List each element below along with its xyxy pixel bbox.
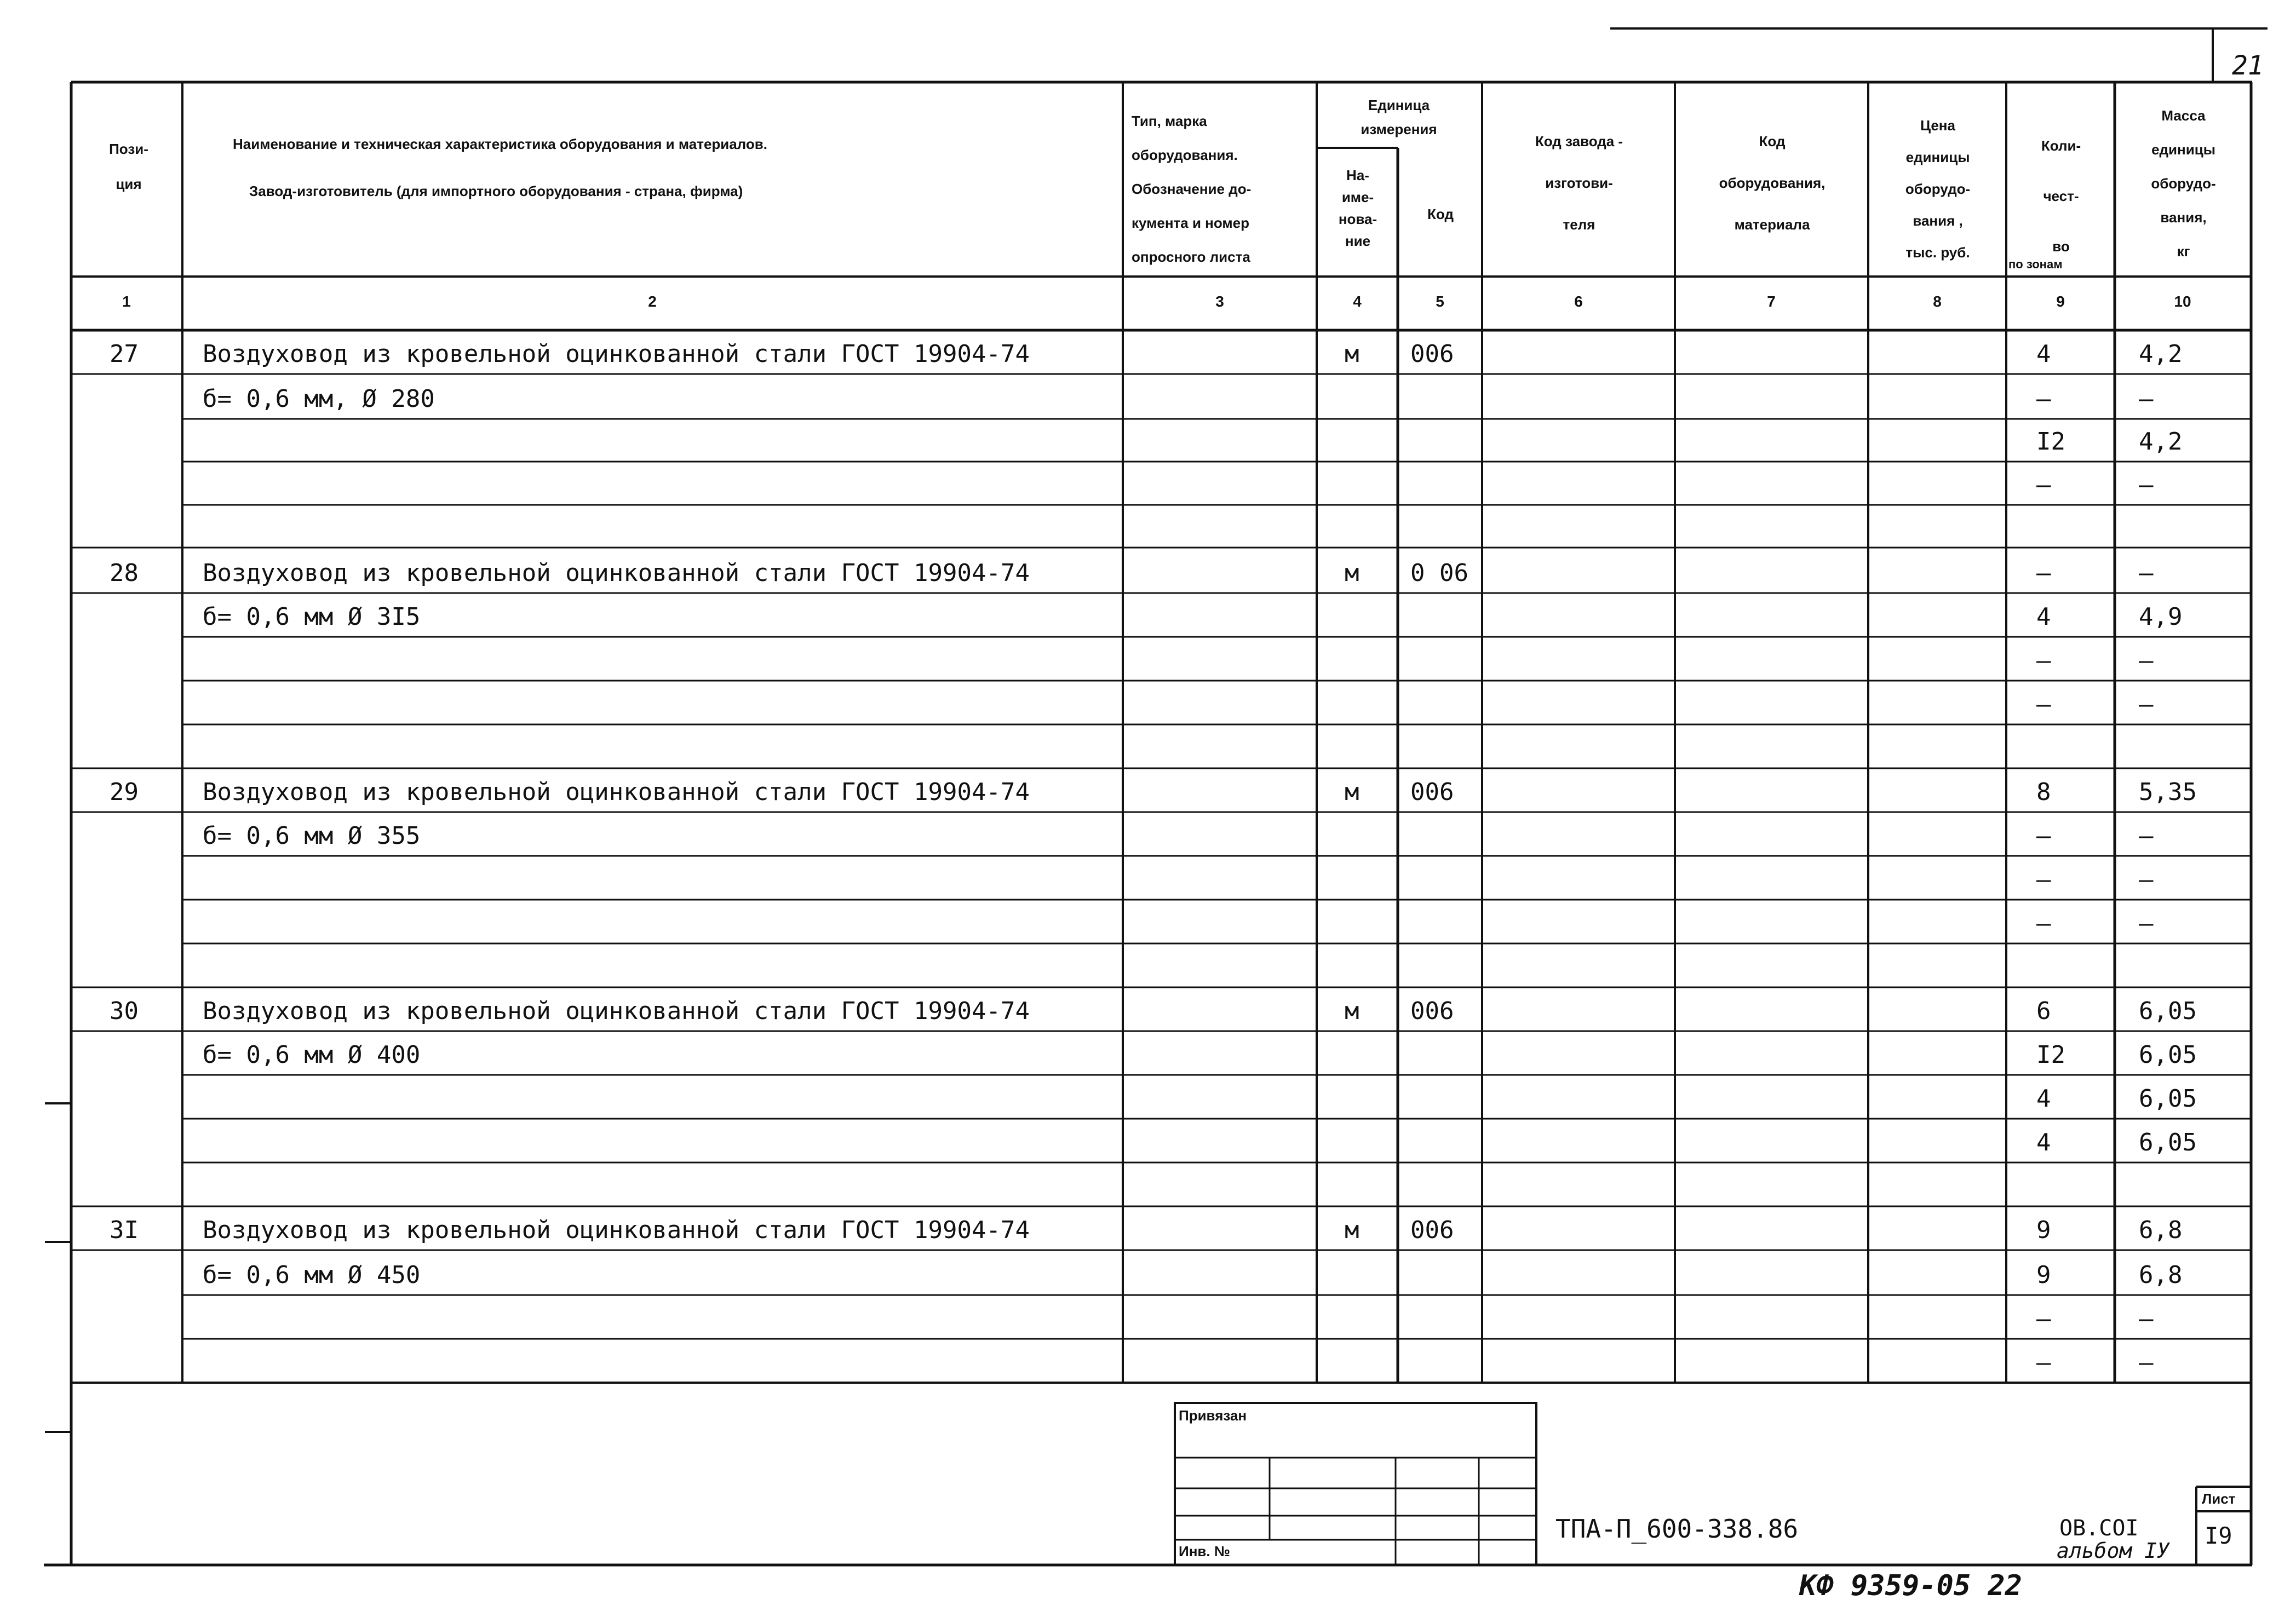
row-quantity: 4 — [2036, 1129, 2051, 1156]
row-description: Воздуховод из кровельной оцинкованной стали ГОСТ 19904-74 — [203, 340, 1030, 368]
row-mass: – — [2139, 1305, 2154, 1333]
row-position: 28 — [110, 559, 139, 587]
column-number-9: 9 — [2056, 293, 2065, 310]
row-unit-name: м — [1345, 1216, 1359, 1244]
column-number-10: 10 — [2174, 293, 2191, 310]
row-description: б= 0,6 мм Ø 3I5 — [203, 603, 421, 631]
column-number-6: 6 — [1574, 293, 1583, 310]
row-unit-name: м — [1345, 340, 1359, 368]
header-mass: Масса единицы оборудо- вания, кг — [2151, 107, 2216, 260]
column-number-2: 2 — [648, 293, 657, 310]
header-name-line1: Наименование и техническая характеристика оборудования и материалов. — [233, 136, 768, 152]
header-position: Пози- ция — [109, 141, 148, 192]
row-mass: 5,35 — [2139, 778, 2197, 806]
row-position: 3I — [110, 1216, 139, 1244]
row-quantity: 9 — [2036, 1261, 2051, 1289]
row-description: Воздуховод из кровельной оцинкованной стали ГОСТ 19904-74 — [203, 997, 1030, 1025]
row-quantity: I2 — [2036, 1041, 2065, 1069]
row-quantity: – — [2036, 559, 2051, 587]
row-quantity: I2 — [2036, 428, 2065, 456]
header-quantity: Коли- чест- во — [2041, 137, 2081, 255]
row-quantity: 4 — [2036, 340, 2051, 368]
row-quantity: – — [2036, 866, 2051, 894]
row-quantity: – — [2036, 1305, 2051, 1333]
row-unit-code: 006 — [1410, 778, 1454, 806]
row-unit-code: 0 06 — [1410, 559, 1468, 587]
stamp-list-label: Лист — [2202, 1491, 2236, 1507]
column-number-3: 3 — [1215, 293, 1224, 310]
stamp-album: альбом IУ — [2057, 1539, 2169, 1563]
header-equipment-code: Код оборудования, материала — [1719, 133, 1826, 233]
row-quantity: – — [2036, 647, 2051, 675]
row-position: 27 — [110, 340, 139, 368]
row-mass: – — [2139, 866, 2154, 894]
column-number-1: 1 — [122, 293, 131, 310]
row-quantity: 6 — [2036, 997, 2051, 1025]
row-unit-name: м — [1345, 778, 1359, 806]
row-mass: 6,05 — [2139, 1041, 2197, 1069]
row-unit-code: 006 — [1410, 997, 1454, 1025]
row-mass: – — [2139, 385, 2154, 413]
row-quantity: 8 — [2036, 778, 2051, 806]
row-mass: 6,8 — [2139, 1261, 2183, 1289]
row-mass: 6,05 — [2139, 997, 2197, 1025]
header-name-line2: Завод-изготовитель (для импортного оборудования - страна, фирма) — [249, 183, 743, 199]
row-mass: – — [2139, 910, 2154, 937]
row-mass: 6,05 — [2139, 1085, 2197, 1113]
row-quantity: – — [2036, 471, 2051, 499]
row-description: б= 0,6 мм, Ø 280 — [203, 385, 435, 413]
row-mass: 4,2 — [2139, 428, 2183, 456]
row-description: б= 0,6 мм Ø 355 — [203, 822, 421, 850]
row-description: Воздуховод из кровельной оцинкованной стали ГОСТ 19904-74 — [203, 778, 1030, 806]
row-quantity: 4 — [2036, 1085, 2051, 1113]
row-mass: 4,9 — [2139, 603, 2183, 631]
row-unit-name: м — [1345, 997, 1359, 1025]
row-mass: – — [2139, 471, 2154, 499]
column-number-8: 8 — [1933, 293, 1942, 310]
row-mass: 4,2 — [2139, 340, 2183, 368]
row-mass: – — [2139, 559, 2154, 587]
row-mass: – — [2139, 1349, 2154, 1377]
header-unit-name: На- име- нова- ние — [1338, 167, 1377, 249]
row-description: б= 0,6 мм Ø 450 — [203, 1261, 421, 1289]
stamp-sheet-code: ОВ.СОI — [2059, 1516, 2139, 1541]
header-factory-code: Код завода - изготови- теля — [1535, 133, 1623, 233]
row-unit-code: 006 — [1410, 340, 1454, 368]
column-number-7: 7 — [1767, 293, 1776, 310]
row-position: 30 — [110, 997, 139, 1025]
stamp-doc-code: ТПА-П_600-338.86 — [1555, 1514, 1799, 1544]
row-quantity: – — [2036, 910, 2051, 937]
row-mass: – — [2139, 690, 2154, 718]
row-quantity: – — [2036, 1349, 2051, 1377]
row-quantity: – — [2036, 385, 2051, 413]
stamp-privyazan: Привязан — [1179, 1407, 1247, 1424]
header-price: Цена единицы оборудо- вания , тыс. руб. — [1905, 117, 1971, 261]
row-quantity: – — [2036, 822, 2051, 850]
column-number-5: 5 — [1436, 293, 1444, 310]
row-unit-name: м — [1345, 559, 1359, 587]
stamp-list-number: I9 — [2205, 1522, 2232, 1549]
row-unit-code: 006 — [1410, 1216, 1454, 1244]
row-quantity: 4 — [2036, 603, 2051, 631]
row-description: Воздуховод из кровельной оцинкованной стали ГОСТ 19904-74 — [203, 1216, 1030, 1244]
header-unit-group: Единица измерения — [1361, 97, 1437, 137]
row-quantity: 9 — [2036, 1216, 2051, 1244]
row-position: 29 — [110, 778, 139, 806]
row-mass: – — [2139, 647, 2154, 675]
row-description: б= 0,6 мм Ø 400 — [203, 1041, 421, 1069]
page-corner-number: 21 — [2232, 50, 2264, 81]
header-type: Тип, марка оборудования. Обозначение до- кумента и номер опросного листа — [1132, 113, 1252, 265]
footer-code: КФ 9359-05 22 — [1799, 1569, 2022, 1602]
row-mass: – — [2139, 822, 2154, 850]
header-quantity-note: по зонам — [2008, 257, 2063, 271]
row-description: Воздуховод из кровельной оцинкованной стали ГОСТ 19904-74 — [203, 559, 1030, 587]
row-mass: 6,05 — [2139, 1129, 2197, 1156]
header-unit-code: Код — [1427, 206, 1454, 222]
stamp-inv-no: Инв. № — [1179, 1543, 1230, 1560]
row-quantity: – — [2036, 690, 2051, 718]
column-number-4: 4 — [1353, 293, 1362, 310]
row-mass: 6,8 — [2139, 1216, 2183, 1244]
